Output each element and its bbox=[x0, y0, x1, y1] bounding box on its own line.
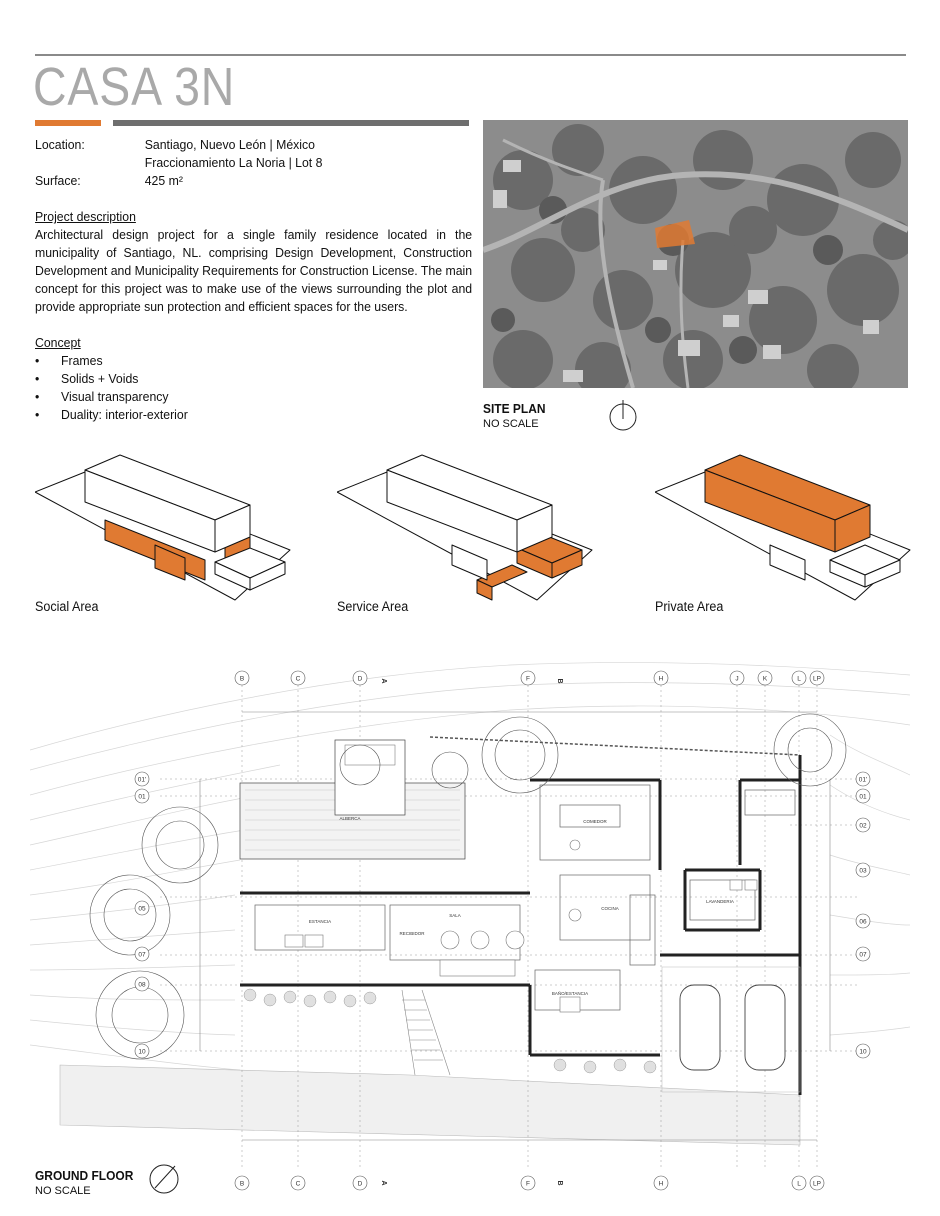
grid-label: 01' bbox=[858, 776, 868, 784]
concept-item: • Duality: interior-exterior bbox=[35, 407, 188, 422]
ground-floor-title: GROUND FLOOR bbox=[35, 1168, 134, 1183]
grid-label: 01 bbox=[138, 793, 146, 801]
grid-label: F bbox=[526, 675, 530, 683]
grid-label: 03 bbox=[859, 867, 867, 875]
site-plan-aerial-image bbox=[483, 120, 908, 388]
gray-bar bbox=[113, 120, 469, 126]
grid-label: H bbox=[658, 675, 664, 683]
diagram-label-service: Service Area bbox=[337, 599, 409, 614]
ground-floor-scale: NO SCALE bbox=[35, 1185, 91, 1197]
concept-item: • Frames bbox=[35, 353, 103, 368]
grid-label: LP bbox=[813, 1180, 821, 1188]
grid-label: L bbox=[797, 675, 801, 683]
grid-label: K bbox=[762, 675, 768, 683]
grid-label: 06 bbox=[859, 918, 867, 926]
north-arrow-icon bbox=[607, 399, 639, 433]
grid-label: F bbox=[526, 1180, 530, 1188]
service-area-diagram bbox=[337, 450, 597, 605]
accent-bar bbox=[35, 120, 101, 126]
room-label: LAVANDERIA bbox=[706, 899, 734, 904]
room-label: COMEDOR bbox=[583, 819, 607, 824]
grid-label: 05 bbox=[138, 905, 146, 913]
room-label: ALBERCA bbox=[339, 816, 361, 821]
room-label: SALA bbox=[449, 913, 461, 918]
surface-row bbox=[35, 172, 440, 190]
section-mark: A bbox=[380, 1180, 387, 1186]
page-title: CASA 3N bbox=[33, 57, 236, 117]
section-mark: B bbox=[556, 1180, 563, 1186]
concept-heading: Concept bbox=[35, 335, 81, 350]
grid-label: 02 bbox=[859, 822, 867, 830]
grid-label: H bbox=[658, 1180, 664, 1188]
grid-label: 01 bbox=[859, 793, 867, 801]
concept-list bbox=[35, 352, 440, 424]
grid-label: 10 bbox=[859, 1048, 867, 1056]
surface-value: 425 m² bbox=[144, 173, 183, 188]
location-row-2 bbox=[35, 154, 440, 172]
grid-label: B bbox=[239, 1180, 245, 1188]
private-area-diagram bbox=[655, 450, 915, 605]
concept-item: • Solids + Voids bbox=[35, 371, 139, 386]
description-text: Architectural design project for a single family residence located in the municipality of Santiago, NL. comprising Design Development, Construction Development and Municipality Requirements for Construction License. The main concept for this project was to make use of the views surrounding the plot and provide appropriate sun protection and efficient spaces for the users. bbox=[35, 227, 473, 314]
room-label: RECIBIDOR bbox=[399, 931, 425, 936]
site-plan-title: SITE PLAN bbox=[483, 401, 546, 416]
grid-label: L bbox=[797, 1180, 801, 1188]
room-label: COCINA bbox=[601, 906, 619, 911]
concept-item: • Visual transparency bbox=[35, 389, 169, 404]
social-area-diagram bbox=[35, 450, 295, 605]
grid-label: 07 bbox=[859, 951, 867, 959]
ground-floor-plan bbox=[30, 655, 910, 1195]
room-label: BAÑO/ESTANCIA bbox=[551, 991, 589, 996]
grid-label: B bbox=[239, 675, 245, 683]
section-mark: A bbox=[380, 678, 387, 684]
grid-label: LP bbox=[813, 675, 821, 683]
grid-label: C bbox=[295, 1180, 301, 1188]
surface-label: Surface: bbox=[35, 173, 81, 188]
room-label: ESTANCIA bbox=[308, 919, 332, 924]
project-info bbox=[35, 136, 473, 424]
diagram-label-social: Social Area bbox=[35, 599, 99, 614]
grid-label: 07 bbox=[138, 951, 146, 959]
north-arrow-icon bbox=[148, 1163, 180, 1195]
location-value-2: Fraccionamiento La Noria | Lot 8 bbox=[144, 155, 323, 170]
location-label: Location: bbox=[35, 137, 85, 152]
diagram-label-private: Private Area bbox=[655, 599, 724, 614]
grid-label: 01' bbox=[137, 776, 147, 784]
grid-label: 10 bbox=[138, 1048, 146, 1056]
grid-label: J bbox=[735, 675, 739, 683]
location-value-1: Santiago, Nuevo León | México bbox=[144, 137, 315, 152]
site-plan-scale: NO SCALE bbox=[483, 418, 539, 430]
location-row bbox=[35, 136, 440, 154]
section-mark: B bbox=[556, 678, 563, 684]
grid-label: C bbox=[295, 675, 301, 683]
grid-label: 08 bbox=[138, 981, 146, 989]
grid-label: D bbox=[357, 1180, 363, 1188]
grid-label: D bbox=[357, 675, 363, 683]
description-heading: Project description bbox=[35, 209, 136, 224]
